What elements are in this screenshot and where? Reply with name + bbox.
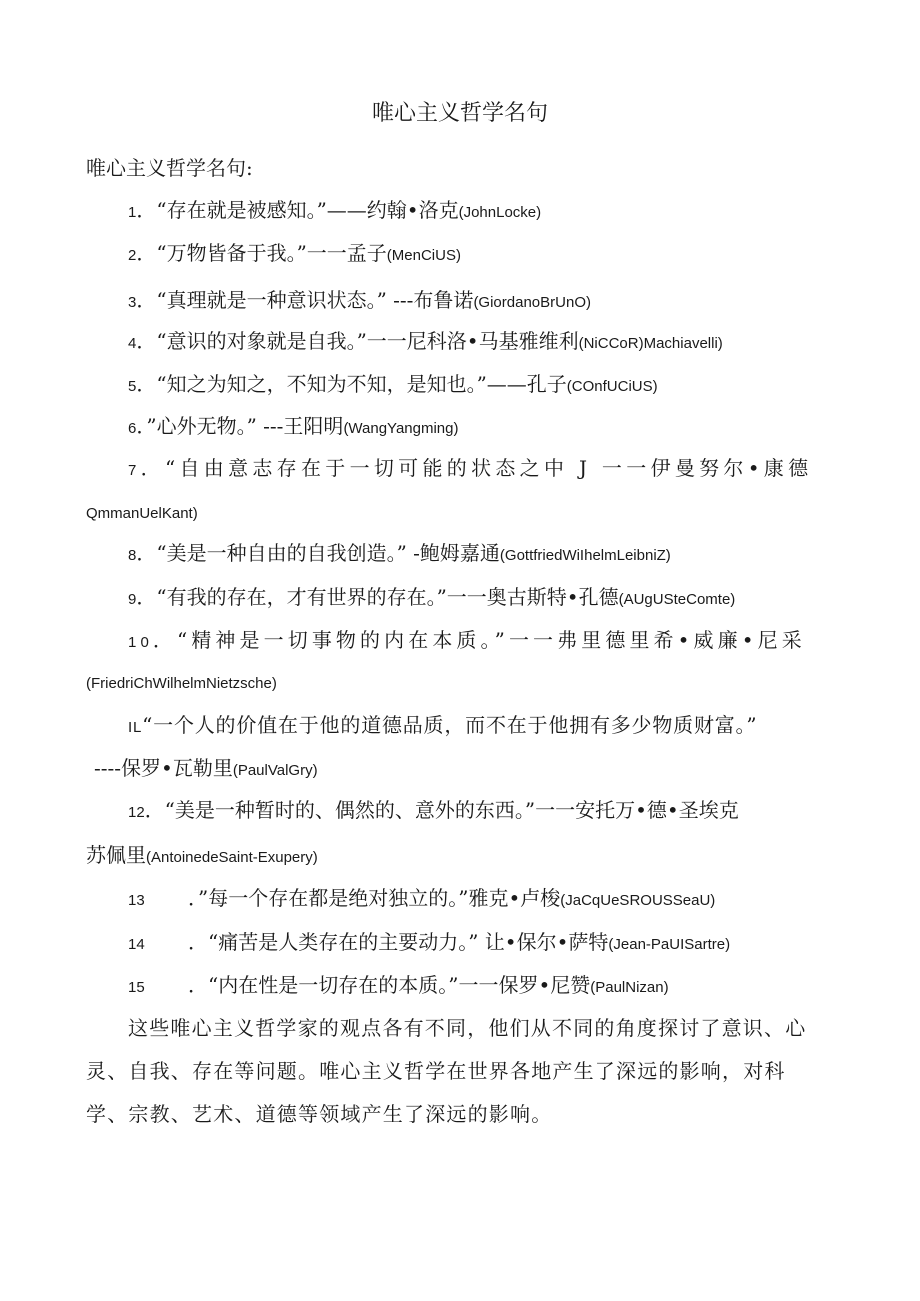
quote-author-latin: (JaCqUeSROUSSeaU) bbox=[560, 892, 716, 909]
quote-author-latin: (PaulNizan) bbox=[590, 979, 669, 996]
quote-text: ．“精神是一切事物的内在本质。”一一弗里德里希•威廉•尼采 bbox=[152, 628, 806, 652]
quote-number: 7 bbox=[128, 462, 141, 479]
quote-text: ．“存在就是被感知。”——约翰•洛克 bbox=[136, 198, 459, 222]
quote-text: ．“美是一种暂时的、偶然的、意外的东西。”一一安托万•德•圣埃克 bbox=[144, 798, 739, 822]
quote-10-author-latin: (FriedriChWilhelmNietzsche) bbox=[86, 675, 277, 692]
quote-number: 3 bbox=[128, 294, 137, 311]
quote-number: 5 bbox=[128, 378, 137, 395]
quote-13 bbox=[128, 886, 715, 913]
quote-number: 6 bbox=[128, 420, 137, 437]
quote-author-latin: (AntoinedeSaint-Exupery) bbox=[146, 849, 318, 866]
quote-text: ．“知之为知之，不知为不知，是知也。”——孔子 bbox=[136, 372, 567, 396]
quote-6 bbox=[128, 414, 459, 441]
quote-15 bbox=[128, 973, 669, 1000]
quote-text: ．”心外无物。” ---王阳明 bbox=[136, 414, 344, 438]
quote-number: 2 bbox=[128, 247, 137, 264]
quote-7-author-latin: QmmanUelKant) bbox=[86, 505, 198, 522]
quote-11-author bbox=[94, 756, 318, 783]
quote-2 bbox=[128, 241, 461, 268]
quote-author: ----保罗•瓦勒里 bbox=[94, 756, 233, 780]
quote-number: 1 bbox=[128, 204, 137, 221]
quote-text: ．“真理就是一种意识状态。” ---布鲁诺 bbox=[136, 288, 474, 312]
quote-number: 14 bbox=[128, 936, 145, 953]
quote-author-latin: (Jean-PaUISartre) bbox=[608, 936, 731, 953]
quote-number: 4 bbox=[128, 335, 137, 352]
quote-number: IL bbox=[128, 719, 143, 736]
closing-paragraph-line: 灵、自我、存在等问题。唯心主义哲学在世界各地产生了深远的影响，对科 bbox=[86, 1059, 786, 1083]
intro-heading: 唯心主义哲学名句: bbox=[86, 156, 253, 180]
quote-author-latin: (GottfriedWiIhelmLeibniZ) bbox=[499, 547, 671, 564]
quote-text: ．”每一个存在都是绝对独立的。”雅克•卢梭 bbox=[188, 886, 561, 910]
quote-author-latin: (GiordanoBrUnO) bbox=[473, 294, 591, 311]
quote-author-latin: (MenCiUS) bbox=[386, 247, 461, 264]
quote-author-latin: (NiCCoR)Machiavelli) bbox=[578, 335, 723, 352]
quote-author-latin: (WangYangming) bbox=[343, 420, 459, 437]
quote-11 bbox=[128, 713, 757, 740]
quote-14 bbox=[128, 930, 730, 957]
quote-1 bbox=[128, 198, 541, 225]
quote-8 bbox=[128, 541, 671, 568]
quote-4 bbox=[128, 329, 723, 356]
quote-number: 9 bbox=[128, 591, 137, 608]
quote-10 bbox=[128, 628, 806, 655]
quote-text: ．“意识的对象就是自我。”一一尼科洛•马基雅维利 bbox=[136, 329, 579, 353]
quote-author-latin: (PaulValGry) bbox=[232, 762, 318, 779]
quote-number: 13 bbox=[128, 892, 145, 909]
quote-text: ．“万物皆备于我。”一一孟子 bbox=[136, 241, 387, 265]
quote-7 bbox=[128, 456, 812, 483]
quote-12 bbox=[128, 798, 739, 825]
document-title: 唯心主义哲学名句 bbox=[371, 101, 548, 126]
quote-author-latin: (COnfUCiUS) bbox=[566, 378, 658, 395]
quote-9 bbox=[128, 585, 735, 612]
quote-author: 苏佩里 bbox=[86, 843, 146, 867]
quote-text: ．“内在性是一切存在的本质。”一一保罗•尼赞 bbox=[188, 973, 591, 997]
quote-5 bbox=[128, 372, 658, 399]
quote-author-latin: (JohnLocke) bbox=[458, 204, 542, 221]
quote-number: 10 bbox=[128, 634, 153, 651]
quote-text: ．“自由意志存在于一切可能的状态之中 J 一一伊曼努尔•康德 bbox=[140, 456, 813, 480]
quote-number: 12 bbox=[128, 804, 145, 821]
closing-paragraph-line: 这些唯心主义哲学家的观点各有不同，他们从不同的角度探讨了意识、心 bbox=[128, 1016, 807, 1040]
quote-author-latin: (AUgUSteComte) bbox=[618, 591, 736, 608]
quote-number: 15 bbox=[128, 979, 145, 996]
quote-text: ．“美是一种自由的自我创造。” -鲍姆嘉通 bbox=[136, 541, 500, 565]
quote-text: “一个人的价值在于他的道德品质，而不在于他拥有多少物质财富。” bbox=[142, 713, 758, 737]
quote-text: ．“有我的存在，才有世界的存在。”一一奥古斯特•孔德 bbox=[136, 585, 619, 609]
quote-12-author bbox=[86, 843, 318, 870]
quote-text: ．“痛苦是人类存在的主要动力。” 让•保尔•萨特 bbox=[188, 930, 609, 954]
closing-paragraph-line: 学、宗教、艺术、道德等领域产生了深远的影响。 bbox=[86, 1102, 553, 1126]
quote-number: 8 bbox=[128, 547, 137, 564]
quote-3 bbox=[128, 288, 591, 315]
